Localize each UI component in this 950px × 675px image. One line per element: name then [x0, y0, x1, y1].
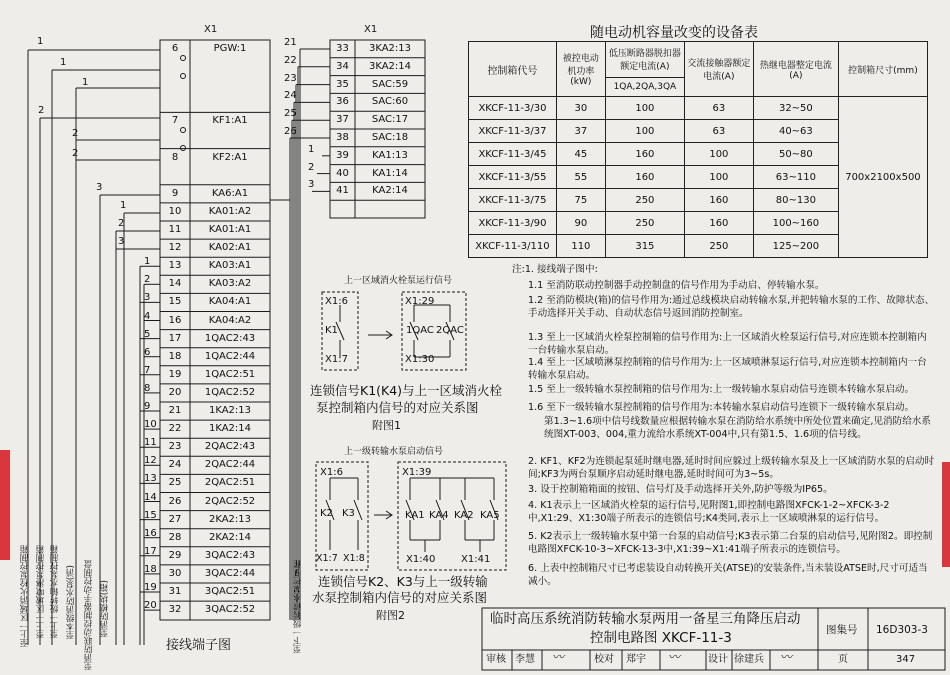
x1-terminal-name: PGW:1 — [213, 43, 247, 54]
design-name: 徐建兵 — [734, 654, 764, 665]
fig2-l0: X1:6 — [320, 467, 343, 478]
th-relay: 热继电器整定电流(A) — [753, 42, 838, 97]
spec-table — [468, 41, 928, 258]
spec-cell-relay: 50~80 — [753, 143, 838, 166]
x1-terminal-name: KA02:A1 — [208, 242, 252, 254]
x1-wire-label: 8 — [144, 382, 151, 394]
x1b-terminal-name: KA1:13 — [372, 149, 408, 161]
x1-terminal-number: 10 — [168, 205, 182, 217]
fig1-name: 附图1 — [372, 419, 401, 432]
spec-table-title: 随电动机容量改变的设备表 — [590, 25, 758, 41]
th-breaker-sub: 1QA,2QA,3QA — [605, 77, 684, 96]
x1-terminal-number: 32 — [168, 604, 182, 616]
x1b-terminal-number: 34 — [336, 60, 349, 72]
x1-terminal-name: 1KA2:13 — [208, 405, 252, 416]
spec-cell-relay: 63~110 — [753, 166, 838, 189]
fig1-l2: X1:7 — [325, 354, 348, 365]
x1-terminal-number: 20 — [168, 386, 182, 398]
x1-terminal-name: 2KA2:13 — [208, 513, 252, 525]
spec-cell-breaker: 315 — [605, 235, 684, 258]
drawing-title-2: 控制电路图 XKCF-11-3 — [590, 630, 732, 646]
x1-wire-label: 5 — [144, 328, 151, 340]
note-item: 1.4 至上一区域喷淋泵控制箱的信号作用为:上一区域喷淋泵运行信号,对应连锁本控制箱内一台转输水泵启动。 — [528, 357, 927, 381]
spec-cell-power: 110 — [556, 235, 605, 258]
x1-terminal-number: 30 — [168, 567, 182, 579]
x1-terminal-name: 3QAC2:51 — [204, 586, 256, 597]
spec-cell-model: XKCF-11-3/45 — [469, 143, 557, 166]
atlas-number: 16D303-3 — [876, 624, 928, 636]
review-label: 审核 — [486, 654, 506, 665]
spec-cell-breaker: 160 — [605, 166, 684, 189]
vertical-destination-label: 至上一区域喷淋泵控制箱 — [36, 545, 46, 639]
x1-terminal-number: 29 — [168, 549, 182, 561]
x1-wire-label: 14 — [144, 491, 157, 503]
x1b-wire-label: 2 — [308, 161, 315, 173]
fig2-r0: X1:39 — [402, 467, 432, 478]
x1-terminal-name: 2QAC2:51 — [204, 477, 256, 489]
x1-terminal-number: 18 — [168, 350, 182, 362]
x1b-terminal-name: SAC:18 — [371, 132, 409, 143]
x1-wire-label: 20 — [144, 600, 157, 612]
fig2-r4: KA5 — [480, 510, 500, 521]
x1-wire-label: 1 — [37, 36, 44, 47]
note-item: 1.2 至消防模块(箱)的信号作用为:通过总线模块启动转输水泵,并把转输水泵的工作、故障状态、手动选择开关手动、自动状态信号返回消防控制室。 — [528, 295, 935, 319]
x1-terminal-name: KA6:A1 — [211, 187, 249, 199]
fig2-r6: X1:41 — [461, 554, 491, 565]
x1-wire-label: 11 — [144, 437, 157, 449]
spec-cell-contactor: 250 — [684, 235, 753, 258]
spec-cell-relay: 125~200 — [753, 235, 838, 258]
x1b-terminal-name: SAC:59 — [371, 78, 409, 90]
note-item: 注:1. 接线端子图中: — [512, 264, 598, 275]
fig2-caption-2: 水泵控制箱内信号的对应关系图 — [312, 590, 488, 605]
x1-terminal-name: KA04:A1 — [208, 296, 252, 308]
x1-terminal-name: KF2:A1 — [212, 151, 248, 163]
fig2-r3: KA2 — [454, 510, 474, 521]
x1-terminal-number: 11 — [168, 224, 182, 235]
x1b-terminal-name: SAC:60 — [371, 96, 409, 108]
spec-cell-power: 30 — [556, 97, 605, 120]
note-item: 1.6 至下一级转输水泵控制箱的信号作用为:本转输水泵启动信号连锁下一级转输水泵启动。 — [528, 402, 915, 413]
x1-terminal-name: KA03:A1 — [208, 260, 252, 272]
x1-wire-label: 1 — [60, 57, 67, 68]
x1-terminal-number: 21 — [168, 405, 182, 416]
vertical-destination-label: 至下一级转输水泵控制箱 — [293, 560, 303, 654]
spec-cell-breaker: 100 — [605, 97, 684, 120]
fig1-caption-1: 连锁信号K1(K4)与上一区域消火栓 — [310, 383, 503, 398]
spec-cell-model: XKCF-11-3/37 — [469, 120, 557, 143]
fig2-r2: KA4 — [429, 510, 449, 521]
x1-terminal-number: 23 — [168, 441, 182, 453]
x1-terminal-name: 2KA2:14 — [208, 531, 252, 543]
x1b-terminal-number: 41 — [336, 185, 349, 197]
x1b-terminal-number: 33 — [336, 43, 349, 54]
x1-wire-label: 3 — [144, 292, 151, 304]
x1-terminal-number: 14 — [168, 278, 182, 290]
spec-cell-contactor: 63 — [684, 120, 753, 143]
x1-wire-label: 4 — [144, 310, 151, 322]
spec-cell-relay: 100~160 — [753, 212, 838, 235]
x1-wire-label: 17 — [144, 545, 157, 557]
spec-cell-model: XKCF-11-3/55 — [469, 166, 557, 189]
fig2-r5: X1:40 — [406, 554, 436, 565]
x1-wire-label: 2 — [38, 105, 45, 116]
x1-wire-label: 2 — [144, 274, 151, 286]
x1-terminal-number: 17 — [168, 332, 182, 344]
x1b-terminal-name: KA1:14 — [372, 167, 408, 179]
x1b-terminal-number: 39 — [336, 149, 349, 161]
spec-cell-relay: 80~130 — [753, 189, 838, 212]
check-label: 校对 — [594, 654, 614, 665]
x1-terminal-name: 1QAC2:44 — [204, 350, 256, 362]
design-signature: 〰 — [780, 650, 793, 664]
note-item: 第1.3~1.6项中信号线数量应根据转输水泵在消防给水系统中所处位置来确定,见消防给水系统图XT-003、004,重力流给水系统XT-004中,只有第1.5、1.6项的信号线。 — [544, 416, 931, 440]
note-item: 5. K2表示上一级转输水泵中第一台泵的启动信号;K3表示第二台泵的启动信号,见附图2。即控制电路图XFCK-10-3~XFCK-13-3中,X1:39~X1:41端子所表示的连锁信号。 — [528, 531, 933, 555]
x1-terminal-number: 26 — [168, 495, 182, 507]
x1b-terminal-number: 38 — [336, 132, 349, 143]
spec-cell-contactor: 63 — [684, 97, 753, 120]
x1-wire-label: 18 — [144, 563, 157, 575]
vertical-destination-label: 至上一级转输水泵控制箱 — [50, 545, 60, 639]
x1-terminal-name: KA01:A2 — [208, 205, 252, 217]
x1-wire-label: 9 — [144, 401, 151, 412]
x1-terminal-number: 27 — [168, 513, 182, 525]
spec-cell-power: 75 — [556, 189, 605, 212]
fig1-top-label: 上一区域消火栓泵运行信号 — [344, 276, 453, 286]
fig2-name: 附图2 — [376, 609, 405, 622]
note-item: 4. K1表示上一区域消火栓泵的运行信号,见附图1,即控制电路图XFCK-1-2~XFCK-3-2中,X1:29、X1:30端子所表示的连锁信号;K4类同,表示上一区域喷淋泵的运行信号。 — [528, 500, 890, 524]
spec-cell-power: 55 — [556, 166, 605, 189]
x1-terminal-number: 6 — [171, 43, 179, 54]
x1-wire-label: 16 — [144, 527, 157, 539]
spec-cell-model: XKCF-11-3/30 — [469, 97, 557, 120]
x1-terminal-number: 16 — [168, 314, 182, 326]
review-name: 李慧 — [515, 654, 535, 665]
x1-wire-label: 3 — [118, 236, 125, 247]
fig2-l1: K2 — [320, 508, 333, 519]
x1b-wire-label: 22 — [284, 54, 297, 66]
x1-wire-label: 13 — [144, 473, 157, 485]
x1-wire-label: 2 — [72, 148, 79, 159]
x1-wire-label: 2 — [72, 128, 79, 139]
x1-terminal-name: 3QAC2:44 — [204, 567, 256, 579]
th-size: 控制箱尺寸(mm) — [838, 42, 927, 97]
note-item: 6. 上表中控制箱尺寸已考虑装设自动转换开关(ATSE)的安装条件,当未装设ATSE时,尺寸可适当减小。 — [528, 563, 928, 587]
x1-wire-label: 1 — [82, 77, 89, 88]
x1-terminal-number: 28 — [168, 531, 182, 543]
th-model: 控制箱代号 — [469, 42, 557, 97]
x1-terminal-name: KF1:A1 — [212, 115, 248, 127]
x1-terminal-name: KA03:A2 — [208, 278, 252, 290]
x1b-wire-label: 24 — [284, 90, 297, 102]
x1-terminal-name: KA04:A2 — [208, 314, 252, 326]
terminal-caption: 接线端子图 — [166, 638, 232, 653]
x1-wire-label: 19 — [144, 582, 157, 593]
spec-cell-breaker: 100 — [605, 120, 684, 143]
spec-cell-breaker: 160 — [605, 143, 684, 166]
fig1-r2: 2QAC — [436, 325, 464, 336]
page-number: 347 — [896, 654, 916, 665]
spec-cell-power: 37 — [556, 120, 605, 143]
x1-terminal-number: 12 — [168, 242, 182, 254]
x1b-wire-label: 21 — [284, 37, 297, 48]
x1b-terminal-name: SAC:17 — [371, 114, 409, 126]
x1b-terminal-name: 3KA2:14 — [368, 60, 412, 72]
spec-cell-contactor: 100 — [684, 166, 753, 189]
spec-cell-breaker: 250 — [605, 189, 684, 212]
fig1-r1: 1QAC — [406, 325, 434, 336]
x1-terminal-name: 2QAC2:52 — [204, 495, 256, 507]
fig2-l4: X1:8 — [343, 553, 365, 564]
x1-terminal-number: 15 — [168, 296, 182, 308]
spec-cell-contactor: 100 — [684, 143, 753, 166]
x1b-wire-label: 3 — [308, 179, 315, 191]
x1b-terminal-name: KA2:14 — [372, 185, 408, 197]
review-signature: 〰 — [552, 650, 565, 664]
spec-cell-relay: 32~50 — [753, 97, 838, 120]
x1-terminal-number: 24 — [168, 459, 182, 471]
spec-cell-contactor: 160 — [684, 212, 753, 235]
x1-wire-label: 1 — [120, 200, 127, 211]
spec-cell-size: 700x2100x500 — [838, 97, 927, 258]
note-item: 1.5 至上一级转输水泵控制箱的信号作用为:上一级转输水泵启动信号连锁本转输水泵启动。 — [528, 384, 915, 395]
vertical-destination-label: 至上一区域消火栓泵控制箱 — [20, 545, 30, 647]
spec-cell-relay: 40~63 — [753, 120, 838, 143]
fig1-r0: X1:29 — [405, 296, 435, 307]
x1-terminal-number: 13 — [168, 260, 182, 272]
x1-terminal-name: 1QAC2:52 — [204, 386, 256, 398]
page-label: 页 — [838, 654, 848, 665]
x1b-wire-label: 1 — [308, 143, 315, 155]
note-item: 2. KF1、KF2为连锁起泵延时继电器,延时时间应躲过上级转输水泵及上一区域消防水泵的启动时间;KF3为两台泵顺序启动延时继电器,延时时间可为3~5s。 — [528, 456, 935, 480]
fig2-top-label: 上一级转输水泵启动信号 — [344, 447, 444, 457]
x1b-header: X1 — [364, 24, 378, 35]
x1-terminal-number: 19 — [168, 368, 182, 380]
note-item: 3. 设于控制箱箱面的按钮、信号灯及手动选择开关外,防护等级为IP65。 — [528, 484, 833, 495]
x1b-wire-label: 23 — [284, 72, 297, 84]
spec-cell-contactor: 160 — [684, 189, 753, 212]
x1-terminal-number: 9 — [171, 187, 179, 199]
x1b-wire-label: 26 — [284, 126, 297, 137]
x1-wire-label: 3 — [96, 182, 103, 193]
th-power: 被控电动机功率(kW) — [556, 42, 605, 97]
x1b-terminal-number: 37 — [336, 114, 349, 126]
x1b-terminal-name: 3KA2:13 — [368, 43, 412, 54]
x1-terminal-name: 2QAC2:44 — [204, 459, 256, 471]
fig1-caption-2: 泵控制箱内信号的对应关系图 — [316, 400, 479, 415]
x1-wire-label: 15 — [144, 509, 157, 521]
note-item: 1.1 至消防联动控制器手动控制盘的信号作用为手动启、停转输水泵。 — [528, 280, 825, 291]
x1-terminal-number: 31 — [168, 586, 182, 597]
vertical-destination-label: 至消防联动控制器手动控制盘 — [84, 560, 94, 671]
x1b-terminal-number: 36 — [336, 96, 349, 108]
x1-terminal-name: 3QAC2:52 — [204, 604, 256, 616]
fig1-l0: X1:6 — [325, 296, 348, 307]
x1-terminal-name: 1QAC2:51 — [204, 368, 256, 380]
fig2-l3: X1:7 — [316, 553, 338, 564]
x1-wire-label: 1 — [144, 256, 151, 268]
atlas-label: 图集号 — [826, 624, 858, 636]
link-terminal — [181, 74, 186, 79]
th-contactor: 交流接触器额定电流(A) — [684, 42, 753, 97]
spec-cell-power: 45 — [556, 143, 605, 166]
x1-wire-label: 7 — [144, 364, 151, 376]
x1-terminal-name: 1KA2:14 — [208, 423, 252, 435]
x1-terminal-number: 25 — [168, 477, 182, 489]
check-signature: 〰 — [668, 650, 681, 664]
x1b-wire-label: 25 — [284, 108, 297, 120]
vertical-destination-label: 至本级消防水泵(消) — [66, 565, 76, 640]
x1-terminal-number: 7 — [171, 115, 179, 127]
spec-cell-breaker: 250 — [605, 212, 684, 235]
vertical-destination-label: 至消防模块(箱) — [100, 580, 110, 638]
note-item: 1.3 至上一区域消火栓泵控制箱的信号作用为:上一区域消火栓泵运行信号,对应连锁本控制箱内一台转输水泵启动。 — [528, 332, 927, 356]
x1-wire-label: 10 — [144, 419, 157, 431]
spec-cell-model: XKCF-11-3/75 — [469, 189, 557, 212]
fig2-r1: KA1 — [405, 510, 425, 521]
fig1-r3: X1:30 — [405, 354, 435, 365]
x1-terminal-name: 3QAC2:43 — [204, 549, 256, 561]
spec-cell-model: XKCF-11-3/90 — [469, 212, 557, 235]
x1-wire-label: 2 — [118, 218, 125, 229]
th-breaker: 低压断路器脱扣器额定电流(A) — [605, 42, 684, 78]
x1-header: X1 — [204, 24, 218, 35]
x1-wire-label: 6 — [144, 346, 151, 358]
x1-terminal-name: 1QAC2:43 — [204, 332, 256, 344]
fig1-l1: K1 — [325, 325, 338, 336]
fig2-l2: K3 — [342, 508, 355, 519]
fig2-caption-1: 连锁信号K2、K3与上一级转输 — [318, 574, 488, 589]
x1b-terminal-number: 40 — [336, 167, 349, 179]
spec-cell-model: XKCF-11-3/110 — [469, 235, 557, 258]
x1-terminal-name: KA01:A1 — [208, 224, 252, 235]
drawing-title-1: 临时高压系统消防转输水泵两用一备星三角降压启动 — [490, 611, 801, 627]
x1-wire-label: 12 — [144, 455, 157, 467]
x1-terminal-number: 8 — [171, 151, 179, 163]
spec-cell-power: 90 — [556, 212, 605, 235]
spec-row — [469, 97, 928, 120]
x1-terminal-number: 22 — [168, 423, 182, 435]
check-name: 郑宇 — [626, 654, 646, 665]
design-label: 设计 — [708, 654, 728, 665]
x1b-terminal-number: 35 — [336, 78, 349, 90]
x1-terminal-name: 2QAC2:43 — [204, 441, 256, 453]
